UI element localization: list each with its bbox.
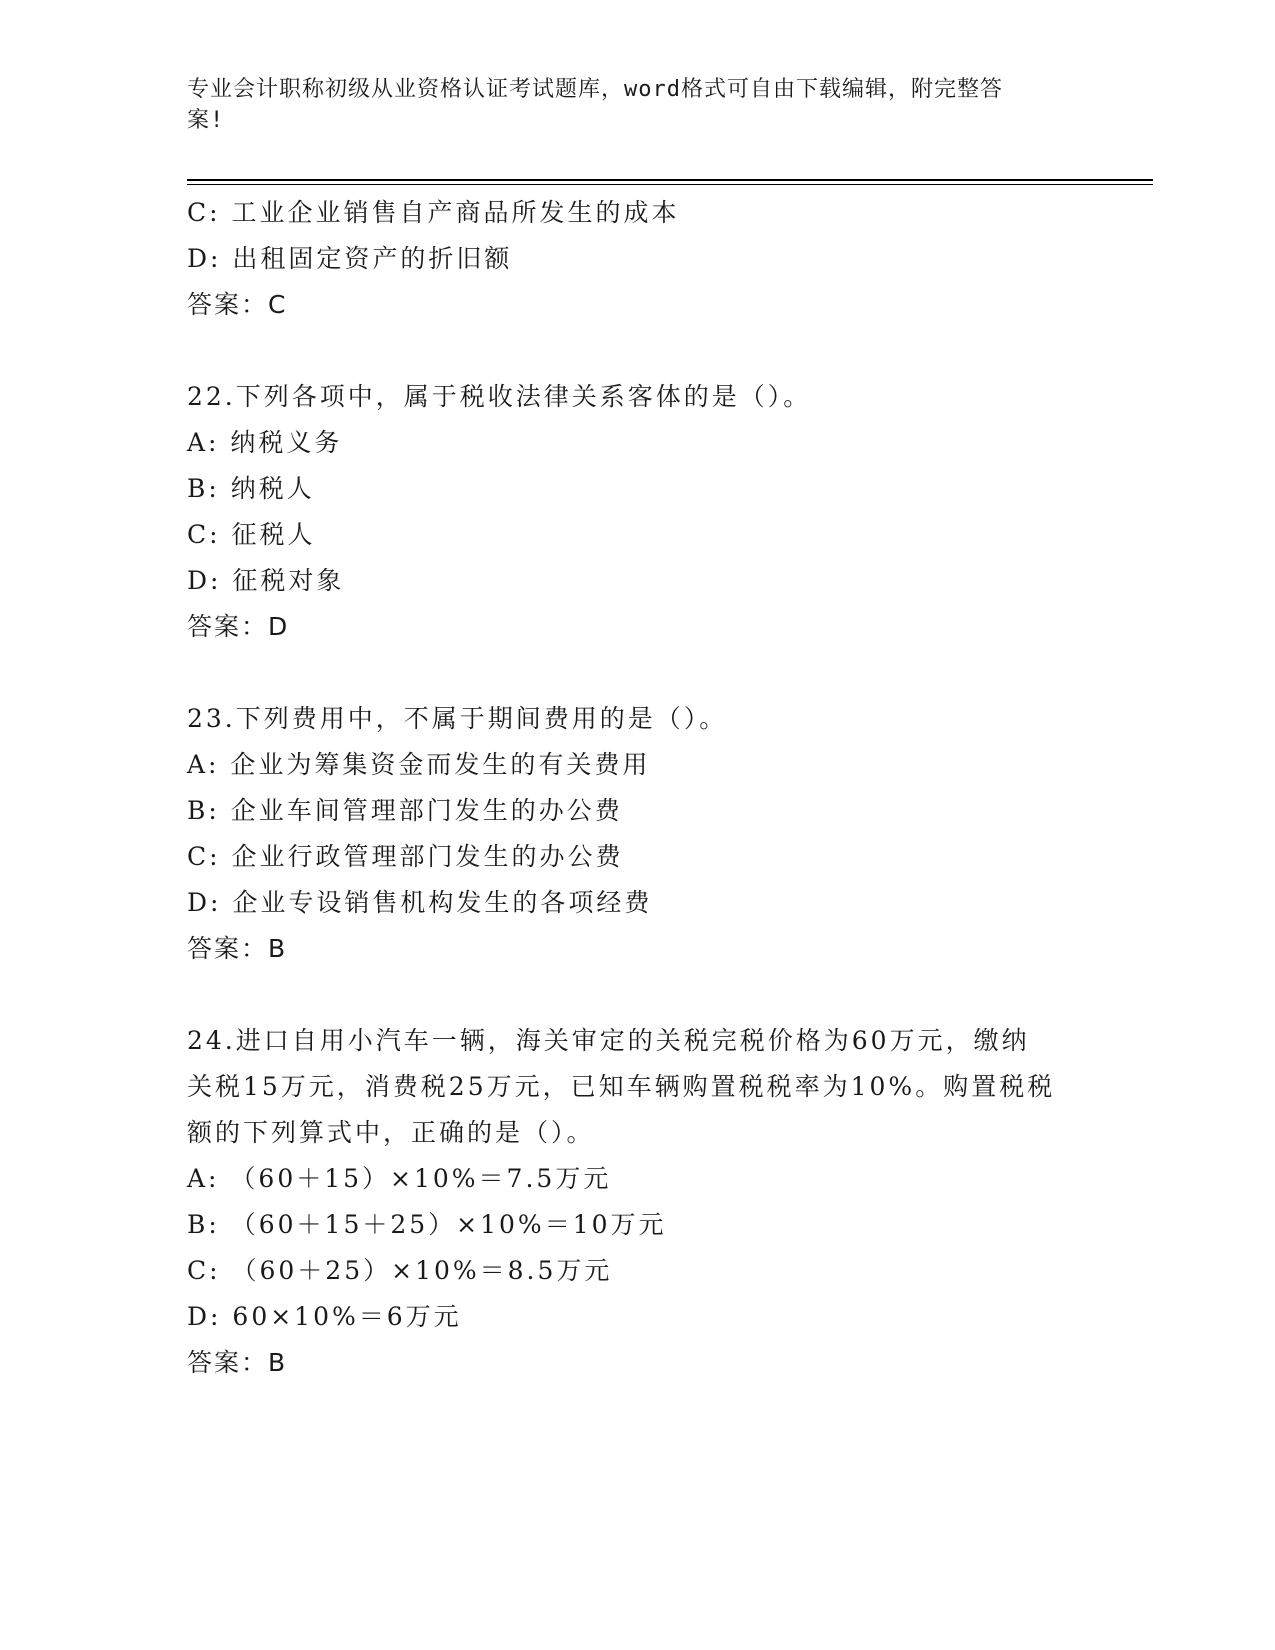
question-list	[187, 190, 1087, 1386]
header-line-1: 专业会计职称初级从业资格认证考试题库，word格式可自由下载编辑，附完整答	[187, 77, 1003, 102]
option-c: C: （60＋25）×10%＝8.5万元	[187, 1256, 613, 1285]
option-d: D: 企业专设销售机构发生的各项经费	[187, 888, 653, 917]
option-b: B: （60＋15＋25）×10%＝10万元	[187, 1210, 667, 1239]
question-24	[187, 1018, 1087, 1386]
question-stem-line-2: 关税15万元，消费税25万元，已知车辆购置税税率为10%。购置税税	[187, 1072, 1056, 1101]
option-a: A: 纳税义务	[187, 428, 343, 457]
question-stem-line-1: 24.进口自用小汽车一辆，海关审定的关税完税价格为60万元，缴纳	[187, 1026, 1030, 1055]
previous-question-tail	[187, 190, 1087, 328]
option-a: A: 企业为筹集资金而发生的有关费用	[187, 750, 651, 779]
option-c: C: 征税人	[187, 520, 316, 549]
option-d: D: 60×10%＝6万元	[187, 1302, 462, 1331]
option-a: A: （60＋15）×10%＝7.5万元	[187, 1164, 612, 1193]
header-line-2: 案!	[187, 108, 225, 133]
question-22	[187, 374, 1087, 650]
option-d: D: 出租固定资产的折旧额	[187, 244, 513, 273]
answer-line: 答案：D	[187, 612, 290, 641]
header-divider-thick	[187, 179, 1153, 181]
question-stem: 22.下列各项中，属于税收法律关系客体的是（）。	[187, 382, 812, 411]
answer-line: 答案：C	[187, 290, 288, 319]
question-stem: 23.下列费用中，不属于期间费用的是（）。	[187, 704, 728, 733]
question-stem-line-3: 额的下列算式中，正确的是（）。	[187, 1118, 595, 1147]
header-divider-thin	[187, 184, 1153, 185]
option-d: D: 征税对象	[187, 566, 345, 595]
question-23	[187, 696, 1087, 972]
option-b: B: 企业车间管理部门发生的办公费	[187, 796, 623, 825]
answer-line: 答案：B	[187, 1348, 288, 1377]
option-b: B: 纳税人	[187, 474, 315, 503]
answer-line: 答案：B	[187, 934, 288, 963]
option-c: C: 企业行政管理部门发生的办公费	[187, 842, 624, 871]
document-header	[187, 74, 1067, 136]
option-c: C: 工业企业销售自产商品所发生的成本	[187, 198, 680, 227]
